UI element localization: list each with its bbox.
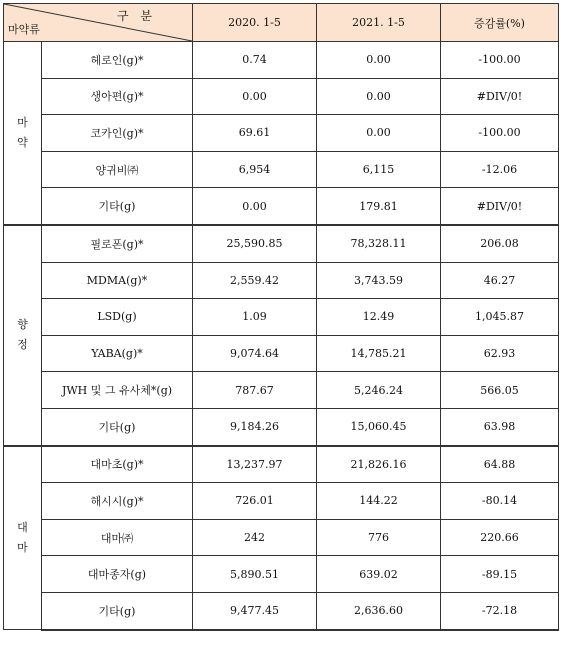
value-2020-cell: 726.01 xyxy=(193,483,317,520)
value-2020-cell: 0.00 xyxy=(193,78,317,115)
change-rate-cell: -72.18 xyxy=(441,592,559,629)
item-cell: 기타(g) xyxy=(42,592,193,629)
value-2020-cell: 242 xyxy=(193,519,317,556)
group-label-char: 마 xyxy=(17,540,28,554)
value-2020-cell: 787.67 xyxy=(193,372,317,409)
table-row xyxy=(4,78,559,115)
value-2021-cell: 639.02 xyxy=(317,556,441,593)
change-rate-cell: #DIV/0! xyxy=(441,188,559,225)
value-2020-cell: 1.09 xyxy=(193,299,317,336)
value-2021-cell: 14,785.21 xyxy=(317,335,441,372)
table-row xyxy=(4,188,559,225)
change-rate-cell: -12.06 xyxy=(441,151,559,188)
value-2020-cell: 9,074.64 xyxy=(193,335,317,372)
table-row xyxy=(4,299,559,336)
item-cell: 코카인(g)* xyxy=(42,115,193,152)
value-2020-cell: 9,184.26 xyxy=(193,408,317,445)
item-cell: 대마종자(g) xyxy=(42,556,193,593)
value-2020-cell: 9,477.45 xyxy=(193,592,317,629)
table-row xyxy=(4,115,559,152)
group-label-char: 정 xyxy=(17,338,28,352)
value-2021-cell: 21,826.16 xyxy=(317,446,441,483)
value-2020-cell: 25,590.85 xyxy=(193,225,317,262)
table-row xyxy=(4,262,559,299)
change-rate-cell: -89.15 xyxy=(441,556,559,593)
value-2021-cell: 12.49 xyxy=(317,299,441,336)
value-2020-cell: 2,559.42 xyxy=(193,262,317,299)
value-2021-cell: 179.81 xyxy=(317,188,441,225)
value-2021-cell: 5,246.24 xyxy=(317,372,441,409)
table-row xyxy=(4,556,559,593)
header-2021: 2021. 1-5 xyxy=(317,4,441,42)
change-rate-cell: 63.98 xyxy=(441,408,559,445)
item-cell: 기타(g) xyxy=(42,188,193,225)
header-corner-cell xyxy=(4,4,193,42)
value-2021-cell: 776 xyxy=(317,519,441,556)
value-2021-cell: 78,328.11 xyxy=(317,225,441,262)
group-label-char: 대 xyxy=(17,520,28,534)
value-2020-cell: 69.61 xyxy=(193,115,317,152)
value-2020-cell: 13,237.97 xyxy=(193,446,317,483)
value-2020-cell: 5,890.51 xyxy=(193,556,317,593)
header-row xyxy=(4,4,559,42)
drug-seizure-table xyxy=(3,3,559,631)
group-label xyxy=(4,446,42,630)
value-2021-cell: 0.00 xyxy=(317,115,441,152)
table-row xyxy=(4,151,559,188)
value-2021-cell: 2,636.60 xyxy=(317,592,441,629)
header-drug-class: 마약류 xyxy=(8,23,40,36)
table-row xyxy=(4,335,559,372)
table-row xyxy=(4,446,559,483)
group-label xyxy=(4,42,42,225)
item-cell: YABA(g)* xyxy=(42,335,193,372)
group-label xyxy=(4,225,42,446)
item-cell: JWH 및 그 유사체*(g) xyxy=(42,372,193,409)
item-cell: 기타(g) xyxy=(42,408,193,445)
table-body xyxy=(4,42,559,630)
change-rate-cell: 566.05 xyxy=(441,372,559,409)
header-change-rate: 증감률(%) xyxy=(441,4,559,42)
value-2021-cell: 0.00 xyxy=(317,78,441,115)
header-2020: 2020. 1-5 xyxy=(193,4,317,42)
item-cell: 필로폰(g)* xyxy=(42,225,193,262)
change-rate-cell: 206.08 xyxy=(441,225,559,262)
value-2021-cell: 144.22 xyxy=(317,483,441,520)
table-row xyxy=(4,372,559,409)
change-rate-cell: -100.00 xyxy=(441,115,559,152)
table-row xyxy=(4,225,559,262)
item-cell: 해시시(g)* xyxy=(42,483,193,520)
table-row xyxy=(4,592,559,629)
change-rate-cell: #DIV/0! xyxy=(441,78,559,115)
change-rate-cell: -80.14 xyxy=(441,483,559,520)
item-cell: 헤로인(g)* xyxy=(42,42,193,79)
value-2020-cell: 6,954 xyxy=(193,151,317,188)
group-label-char: 마 xyxy=(17,115,28,129)
value-2021-cell: 6,115 xyxy=(317,151,441,188)
value-2020-cell: 0.74 xyxy=(193,42,317,79)
table-row xyxy=(4,408,559,445)
table-row xyxy=(4,42,559,79)
change-rate-cell: -100.00 xyxy=(441,42,559,79)
change-rate-cell: 46.27 xyxy=(441,262,559,299)
change-rate-cell: 62.93 xyxy=(441,335,559,372)
item-cell: 양귀비㈜ xyxy=(42,151,193,188)
table-row xyxy=(4,519,559,556)
value-2021-cell: 15,060.45 xyxy=(317,408,441,445)
group-label-char: 향 xyxy=(17,318,28,332)
item-cell: 생아편(g)* xyxy=(42,78,193,115)
change-rate-cell: 64.88 xyxy=(441,446,559,483)
value-2020-cell: 0.00 xyxy=(193,188,317,225)
item-cell: 대마㈜ xyxy=(42,519,193,556)
item-cell: MDMA(g)* xyxy=(42,262,193,299)
change-rate-cell: 1,045.87 xyxy=(441,299,559,336)
group-label-char: 약 xyxy=(17,135,28,149)
item-cell: LSD(g) xyxy=(42,299,193,336)
header-category: 구 분 xyxy=(117,9,156,23)
table-row xyxy=(4,483,559,520)
item-cell: 대마초(g)* xyxy=(42,446,193,483)
value-2021-cell: 0.00 xyxy=(317,42,441,79)
change-rate-cell: 220.66 xyxy=(441,519,559,556)
value-2021-cell: 3,743.59 xyxy=(317,262,441,299)
